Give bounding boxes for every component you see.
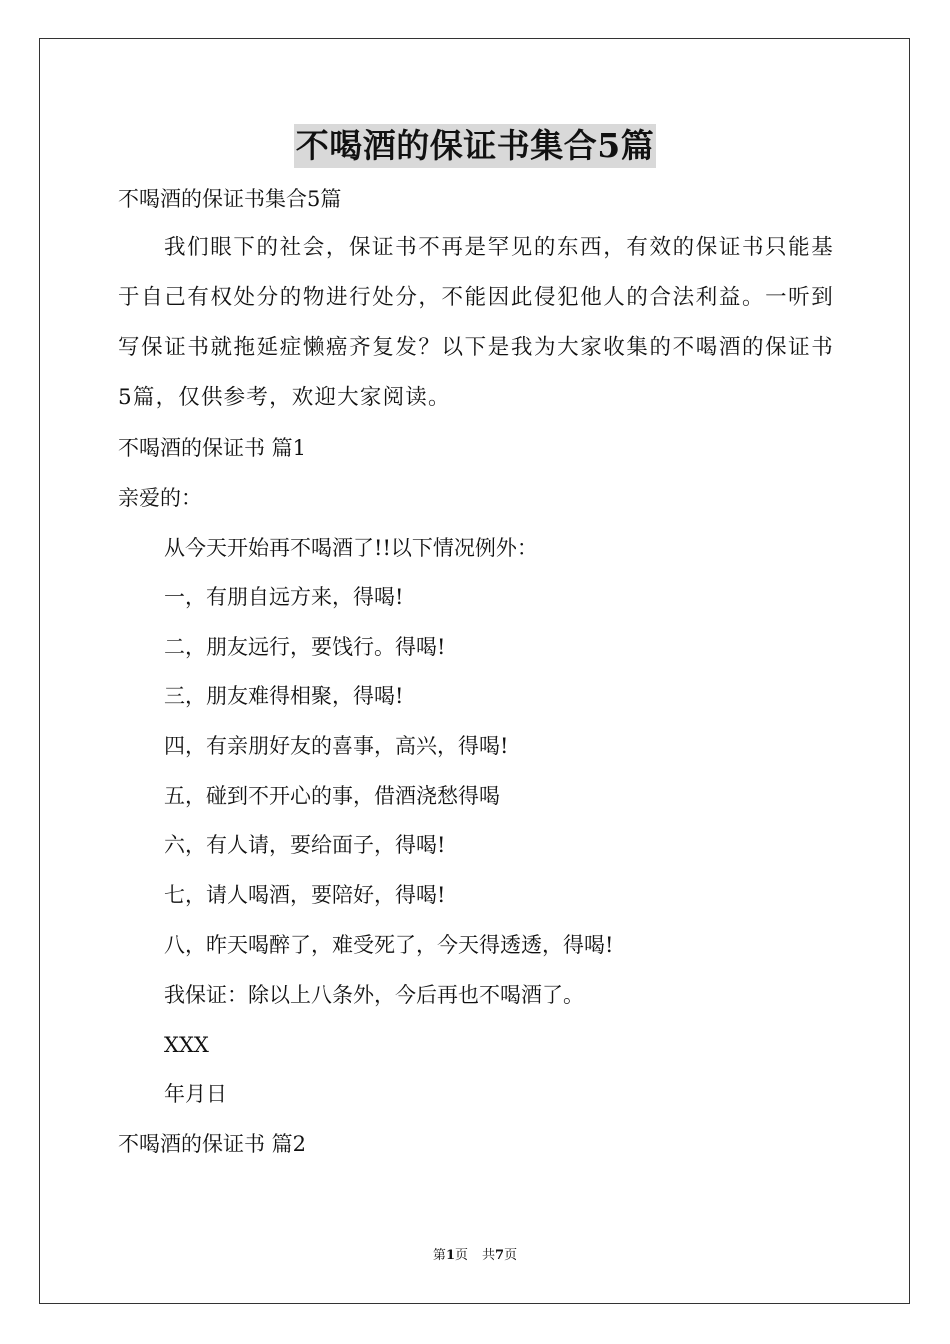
- list-item: 五，碰到不开心的事，借酒浇愁得喝: [164, 784, 500, 808]
- list-item: 六，有人请，要给面子，得喝!: [164, 833, 446, 857]
- list-item: 二，朋友远行，要饯行。得喝!: [164, 635, 446, 659]
- salutation: 亲爱的：: [118, 486, 202, 510]
- section-1-heading: 不喝酒的保证书 篇1: [118, 436, 307, 460]
- signature-name: XXX: [164, 1033, 209, 1057]
- list-item: 七，请人喝酒，要陪好，得喝!: [164, 883, 446, 907]
- signature-date: 年月日: [164, 1082, 227, 1106]
- total-pages: 7: [495, 1248, 505, 1263]
- list-item: 八，昨天喝醉了，难受死了，今天得透透，得喝!: [164, 933, 614, 957]
- page-number: 1: [445, 1248, 455, 1263]
- total-prefix: 共: [482, 1248, 496, 1263]
- title-wrap: [0, 124, 950, 168]
- page-suffix: 页: [454, 1248, 468, 1263]
- list-item: 从今天开始再不喝酒了!!以下情况例外：: [164, 536, 538, 560]
- page-prefix: 第: [432, 1248, 446, 1263]
- document-title: 不喝酒的保证书集合5篇: [294, 124, 656, 168]
- list-item: 一，有朋自远方来，得喝!: [164, 585, 404, 609]
- page-footer: [0, 1247, 950, 1265]
- pledge-statement: 我保证：除以上八条外，今后再也不喝酒了。: [164, 983, 584, 1007]
- list-item: 三，朋友难得相聚，得喝!: [164, 684, 404, 708]
- section-2-heading: 不喝酒的保证书 篇2: [118, 1132, 307, 1156]
- total-suffix: 页: [504, 1248, 518, 1263]
- list-item: 四，有亲朋好友的喜事，高兴，得喝!: [164, 734, 509, 758]
- document-subtitle: 不喝酒的保证书集合5篇: [118, 187, 342, 211]
- intro-paragraph: 我们眼下的社会，保证书不再是罕见的东西，有效的保证书只能基于自己有权处分的物进行处分，不能因此侵犯他人的合法利益。一听到写保证书就拖延症懒癌齐复发？以下是我为大家收集的不喝酒的保证书5篇，仅供参考，欢迎大家阅读。: [118, 235, 834, 410]
